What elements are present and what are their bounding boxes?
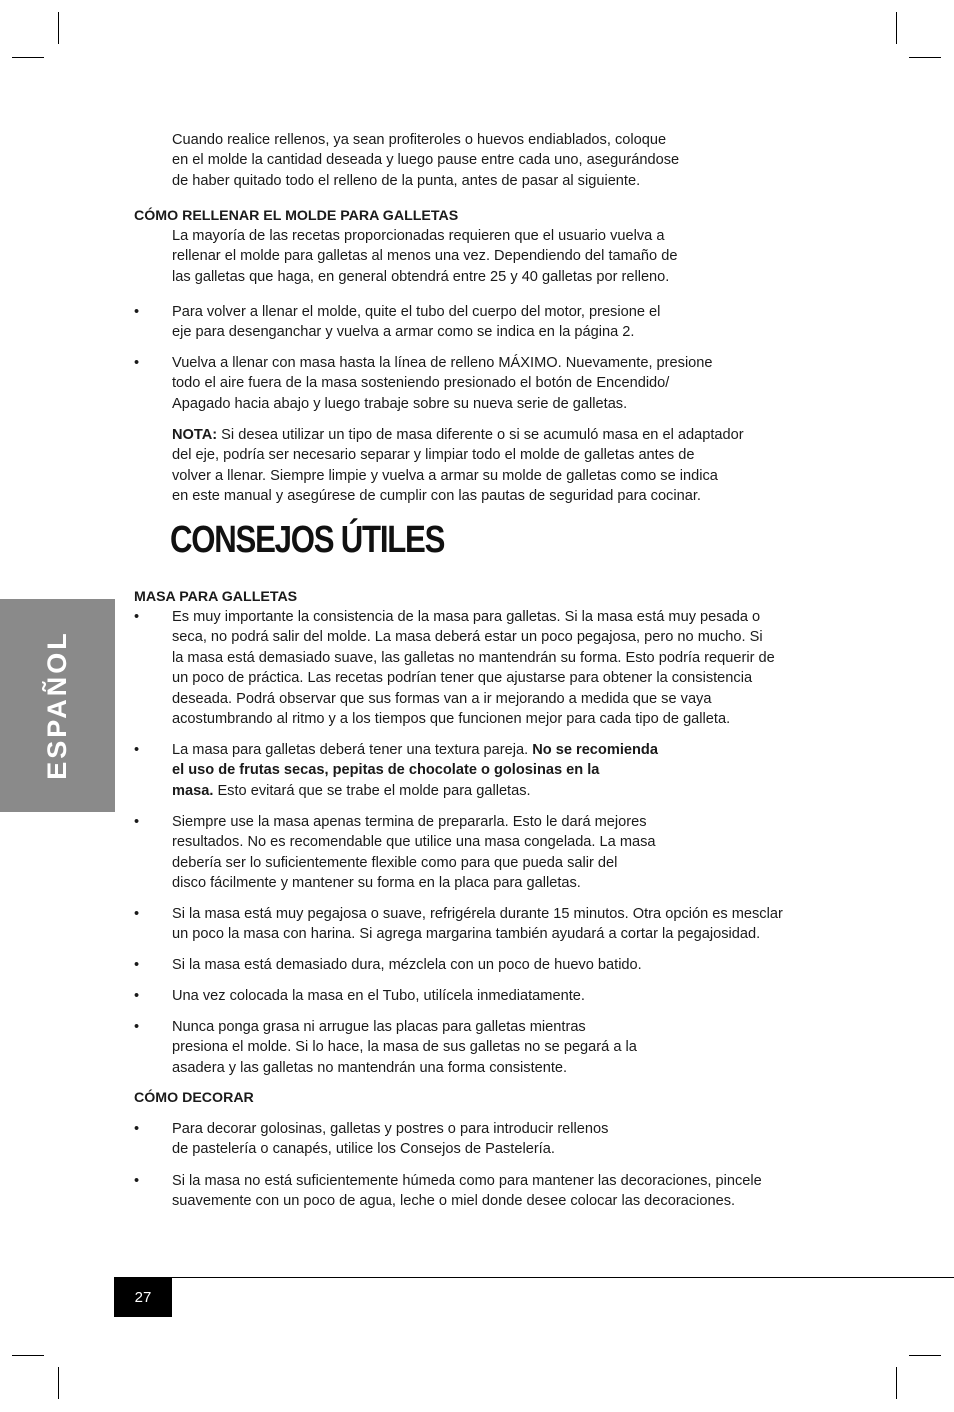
bullet: • [134, 355, 140, 371]
footer-rule [114, 1277, 954, 1278]
crop-mark [896, 1367, 897, 1399]
page-number: 27 [114, 1278, 172, 1317]
language-tab [0, 599, 115, 812]
note-label: NOTA: [172, 427, 218, 443]
bullet: • [134, 988, 140, 1004]
section-heading-dough: MASA PARA GALLETAS [134, 589, 298, 605]
bullet: • [134, 1173, 140, 1189]
crop-mark [909, 1355, 941, 1356]
intro-paragraph: Cuando realice rellenos, ya sean profiteroles o huevos endiablados, coloque en el molde la cantidad deseada y luego pause entre cada uno, asegurándose de haber quitado todo el relleno de la punta, antes de pasar al siguiente. [172, 132, 680, 189]
bullet: • [134, 304, 140, 320]
language-tab-label: ESPAÑOL [41, 630, 72, 780]
crop-mark [58, 12, 59, 44]
bullet: • [134, 814, 140, 830]
crop-mark [909, 57, 941, 58]
refill-paragraph: La mayoría de las recetas proporcionadas requieren que el usuario vuelva a rellenar el molde para galletas al menos una vez. Dependiendo del tamaño de las galletas que haga, en general obtendrá entre 25 y 40 galletas por relleno. [172, 228, 678, 285]
page-title: CONSEJOS ÚTILES [170, 519, 445, 561]
section-heading-decorate: CÓMO DECORAR [134, 1090, 254, 1106]
crop-mark [12, 57, 44, 58]
note-paragraph: NOTA: Si desea utilizar un tipo de masa diferente o si se acumuló masa en el adaptador del eje, podría ser necesario separar y limpiar todo el molde de galletas antes de volver a llenar. Siempre limpie y vuelva a armar su molde de galletas como se indica en este manual y asegúrese de cumplir con las pautas de seguridad para cocinar. [172, 427, 744, 505]
section-heading-refill: CÓMO RELLENAR EL MOLDE PARA GALLETAS [134, 208, 459, 224]
bullet: • [134, 1019, 140, 1035]
bullet: • [134, 1121, 140, 1137]
bullet: • [134, 906, 140, 922]
bullet: • [134, 742, 140, 758]
crop-mark [896, 12, 897, 44]
crop-mark [58, 1367, 59, 1399]
bullet: • [134, 957, 140, 973]
crop-mark [12, 1355, 44, 1356]
bullet: • [134, 609, 140, 625]
